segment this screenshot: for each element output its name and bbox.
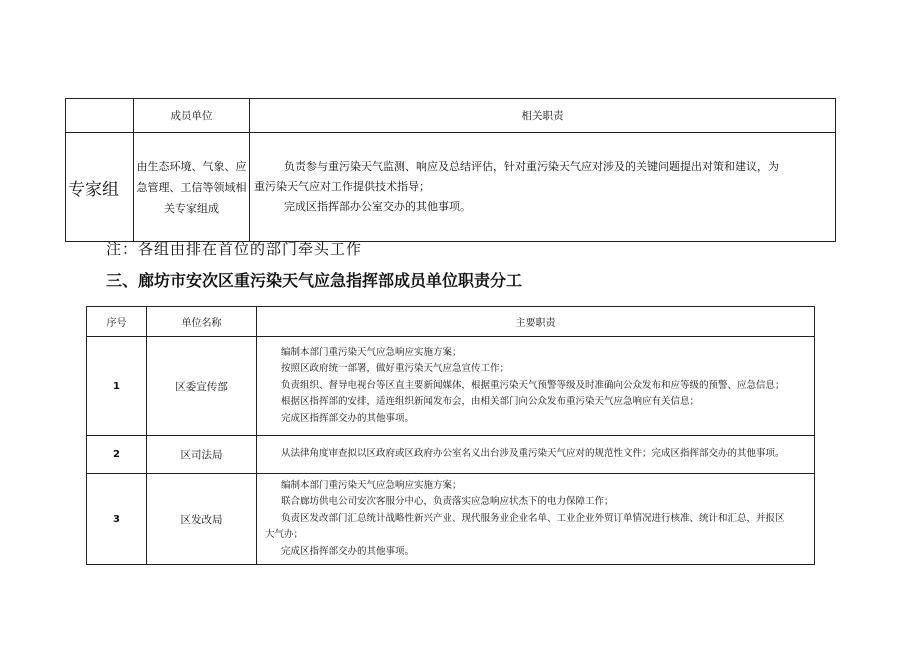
expert-group-table [65, 98, 836, 242]
duty-line: 负责组织、督导电视台等区直主要新闻媒体，根据重污染天气预警等级及时准确向公众发布和应等级的预警、应急信息； [281, 379, 785, 391]
duties-cell [257, 337, 815, 436]
header-cell-seq: 序号 [87, 307, 147, 337]
duty-line: 完成区指挥部办公室交办的其他事项。 [284, 200, 471, 213]
duty-line: 完成区指挥部交办的其他事项。 [281, 412, 415, 424]
header-cell-group [66, 99, 134, 133]
row-unit: 区委宣传部 [147, 337, 257, 436]
section-title: 三、廊坊市安次区重污染天气应急指挥部成员单位职责分工 [106, 271, 523, 290]
row-seq: 1 [87, 337, 147, 436]
duty-line: 负责参与重污染天气监测、响应及总结评估，针对重污染天气应对涉及的关键问题提出对策和建议，为 [284, 160, 779, 173]
duty-line: 按照区政府统一部署，做好重污染天气应急宣传工作； [281, 363, 510, 375]
duties-cell [257, 436, 815, 474]
duty-line: 联合廊坊供电公司安次客服分中心，负责落实应急响应状杰下的电力保障工作； [281, 496, 614, 508]
row-seq: 2 [87, 436, 147, 474]
header-cell-main-duties: 主要职责 [257, 307, 815, 337]
group-name: 专家组 [66, 133, 134, 242]
duty-line: 根据区指挥部的安排，适连组织新闻发布会，由相关部门向公众发布重污染天气应急响应有关信息； [281, 396, 700, 408]
duty-line: 编制本部门重污染天气应急响应实施方案； [281, 479, 462, 491]
table-header-row [87, 307, 815, 337]
table-header-row [66, 99, 836, 133]
note-text: 注：各组由排在首位的部门牵头工作 [106, 240, 363, 258]
duty-line: 重污染天气应对工作提供技术指导； [254, 180, 430, 193]
duty-line: 大气办； [265, 529, 304, 541]
row-unit: 区发改局 [147, 474, 257, 565]
member-unit: 由生态环境、气象、应急管理、工信等领域相关专家组成 [134, 133, 250, 242]
duties-cell [257, 474, 815, 565]
table-row [87, 337, 815, 436]
header-cell-member-unit: 成员单位 [134, 99, 250, 133]
row-seq: 3 [87, 474, 147, 565]
row-unit: 区司法局 [147, 436, 257, 474]
duty-line: 编制本部门重污染天气应急响应实施方案； [281, 346, 462, 358]
table-row [87, 436, 815, 474]
table-row [87, 474, 815, 565]
table-row [66, 133, 836, 242]
header-cell-duties: 相关职责 [250, 99, 836, 133]
duty-line: 从法律角度审查拟以区政府或区政府办公室名义出台涉及重污染天气应对的规范性文件；完成区指挥部交办的其他事项。 [281, 448, 785, 460]
header-cell-unit-name: 单位名称 [147, 307, 257, 337]
duty-line: 负责区发改部门汇总统计战略性新兴产业、现代服务业企业名单、工业企业外贸订单情况进行核准、统计和汇总，并报区 [281, 512, 785, 524]
duty-line: 完成区指挥部交办的其他事项。 [281, 545, 415, 557]
duties-cell [250, 133, 836, 242]
member-duties-table [86, 306, 815, 565]
